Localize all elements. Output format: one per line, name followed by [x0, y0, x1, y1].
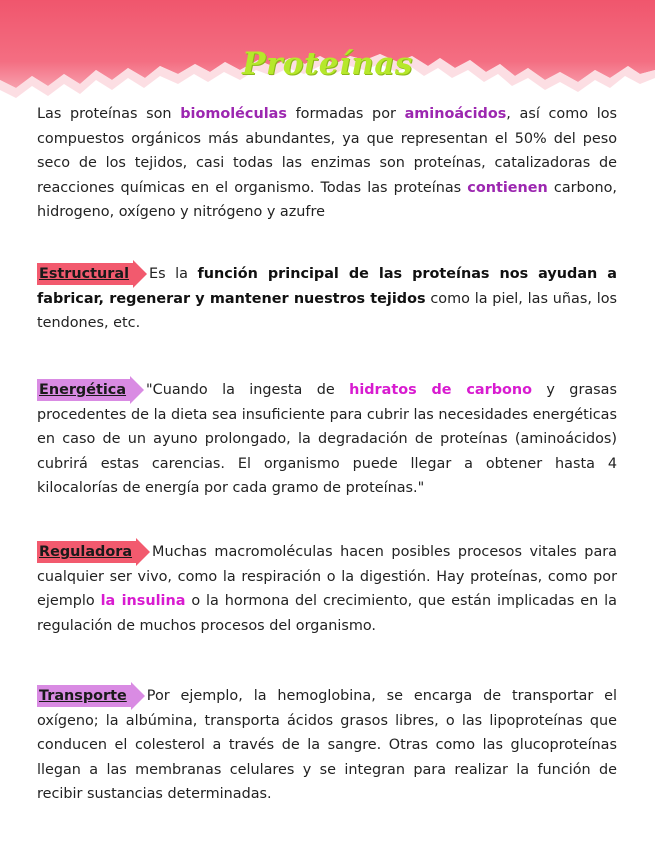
reguladora-text-2: o la hormona del crecimiento, que están implicadas en la regulación de muchos procesos del organismo. — [37, 593, 617, 634]
intro-text-1: Las proteínas son — [37, 106, 181, 122]
intro-text-4: carbono, hidrogeno, oxígeno y nitrógeno y azufre — [37, 179, 617, 220]
intro-highlight-aminoacidos: aminoácidos — [404, 106, 507, 122]
intro-paragraph — [37, 102, 617, 225]
section-energetica — [37, 378, 617, 501]
page-title: Proteínas — [242, 46, 413, 82]
transporte-text-1: Por ejemplo, la hemoglobina, se encarga de transportar el oxígeno; la albúmina, transporta ácidos grasos libres, o las lipoproteínas que conducen el colesterol a través de la sangre. Otras como las glucoproteínas llegan a las membranas celulares y se integran para realizar la función de recibir sustancias determinadas. — [37, 688, 617, 802]
section-reguladora — [37, 540, 617, 638]
intro-text-2: formadas por — [286, 106, 405, 122]
energetica-text-2: y grasas procedentes de la dieta sea insuficiente para cubrir las necesidades energéticas en caso de un ayuno prolongado, la degradación de proteínas (aminoácidos) cubrirá estas carencias. El organismo puede llegar a obtener hasta 4 kilocalorías de energía por cada gramo de proteínas." — [37, 382, 617, 496]
estructural-text-2: como la piel, las uñas, los tendones, etc. — [37, 290, 617, 331]
section-estructural — [37, 262, 617, 336]
intro-text-3: , así como los compuestos orgánicos más abundantes, ya que representan el 50% del peso seco de los tejidos, casi todas las enzimas son proteínas, catalizadoras de reacciones químicas en el organismo. Todas las proteínas — [37, 106, 617, 196]
energetica-highlight-hidratos: hidratos de carbono — [349, 382, 533, 398]
reguladora-highlight-insulina: la insulina — [100, 593, 186, 609]
tag-transporte: Transporte — [37, 685, 131, 707]
header-banner — [0, 0, 655, 112]
intro-highlight-biomoleculas: biomoléculas — [180, 106, 287, 122]
estructural-text-1: Es la — [149, 266, 198, 282]
intro-highlight-contienen: contienen — [467, 179, 548, 196]
reguladora-text-1: Muchas macromoléculas hacen posibles procesos vitales para cualquier ser vivo, como la respiración o la digestión. Hay proteínas, como por ejemplo — [37, 544, 617, 609]
section-transporte — [37, 684, 617, 807]
estructural-bold-text: función principal de las proteínas nos ayudan a fabricar, regenerar y mantener nuestros tejidos — [37, 266, 617, 307]
tag-estructural: Estructural — [37, 263, 133, 285]
tag-reguladora: Reguladora — [37, 541, 136, 563]
energetica-text-1: "Cuando la ingesta de — [146, 382, 350, 398]
tag-energetica: Energética — [37, 379, 130, 401]
